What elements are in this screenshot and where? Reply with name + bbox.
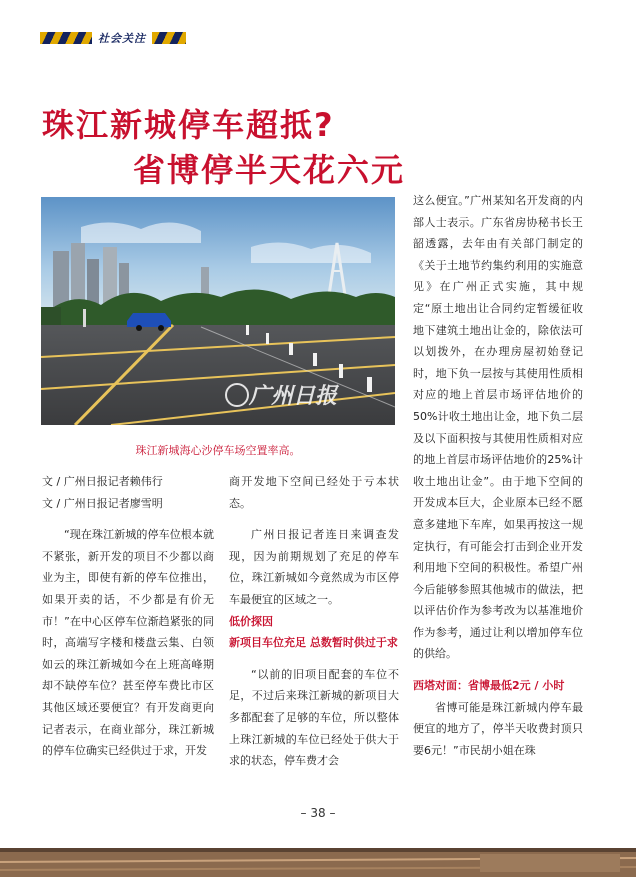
section-label: 社会关注 <box>98 32 146 45</box>
paragraph: 广州日报记者连日来调查发现，因为前期规划了充足的停车位，珠江新城如今竟然成为市区停车最便宜的区域之一。 <box>229 528 399 606</box>
subheading: 新项目车位充足 总数暂时供过于求 <box>229 636 398 650</box>
page-number: – 38 – <box>300 806 336 820</box>
byline-author: 文 / 广州日报记者赖伟行 <box>42 475 163 488</box>
paragraph: 这么便宜。”广州某知名开发商的内部人士表示。广东省房协秘书长王韶透露，去年由有关部门制定的《关于土地节约集约利用的实施意见》在广州正式实施，其中规定“原土地出让合同约定暂缓征收地下建筑土地出让金的，除依法可以划拨外，在办理房屋初始登记时，地下负一层按与其使用性质相对应的地上首层市场评估地价的50%计收土地出让金，地下负二层及以下面积按与其使用性质相对应的地上首层市场评估地价的25%计收土地出让金”。由于地下空间的开发成本巨大，企业原本已经不愿意多建地下车库，如果再按这一规定执行，有可能会打击到企业开发利用地下空间的积极性。希望广州今后能够参照其他城市的做法，把以评估价作为参考改为以基准地价作为参考，通过让利以增加停车位的供给。 <box>413 194 583 661</box>
byline-author: 文 / 广州日报记者廖雪明 <box>42 496 163 510</box>
subheading: 西塔对面：省博最低2元 / 小时 <box>413 679 565 693</box>
parking-lot-photo <box>41 197 395 425</box>
photo-caption: 珠江新城海心沙停车场空置率高。 <box>135 444 301 457</box>
watermark-text: 广州日报 <box>249 383 338 409</box>
section-header <box>40 30 186 46</box>
paragraph: “现在珠江新城的停车位根本就不紧张，新开发的项目不少都以商业为主，即使有新的停车位推出，如果开卖的话，不少都是有价无市！”在中心区停车位渐趋紧张的同时，高端写字楼和楼盘云集、白领如云的珠江新城如今在上班高峰期却不缺停车位？甚至停车费比市区其他区域还要便宜？有开发商更向记者表示，在商业部分，珠江新城的停车位确实已经供过于求，开发 <box>42 528 214 758</box>
paragraph: “以前的旧项目配套的车位不足，不过后来珠江新城的新项目大多都配套了足够的车位，所以整体上珠江新城的车位已经处于供大于求的状态，停车费才会 <box>229 667 399 768</box>
stripe-decoration <box>152 32 186 44</box>
headline-line-1: 珠江新城停车超抵? <box>42 106 335 144</box>
paragraph: 省博可能是珠江新城内停车最便宜的地方了，停半天收费封顶只要6元！”市民胡小姐在珠 <box>413 700 583 757</box>
paragraph: 商开发地下空间已经处于亏本状态。 <box>229 475 399 510</box>
headline-line-2: 省博停半天花六元 <box>133 151 406 189</box>
article-column-3 <box>413 190 583 761</box>
stripe-decoration <box>40 32 92 44</box>
next-page-edge <box>0 848 636 877</box>
subheading: 低价探因 <box>229 614 273 628</box>
article-column-2 <box>229 471 399 772</box>
article-column-1 <box>42 471 214 762</box>
